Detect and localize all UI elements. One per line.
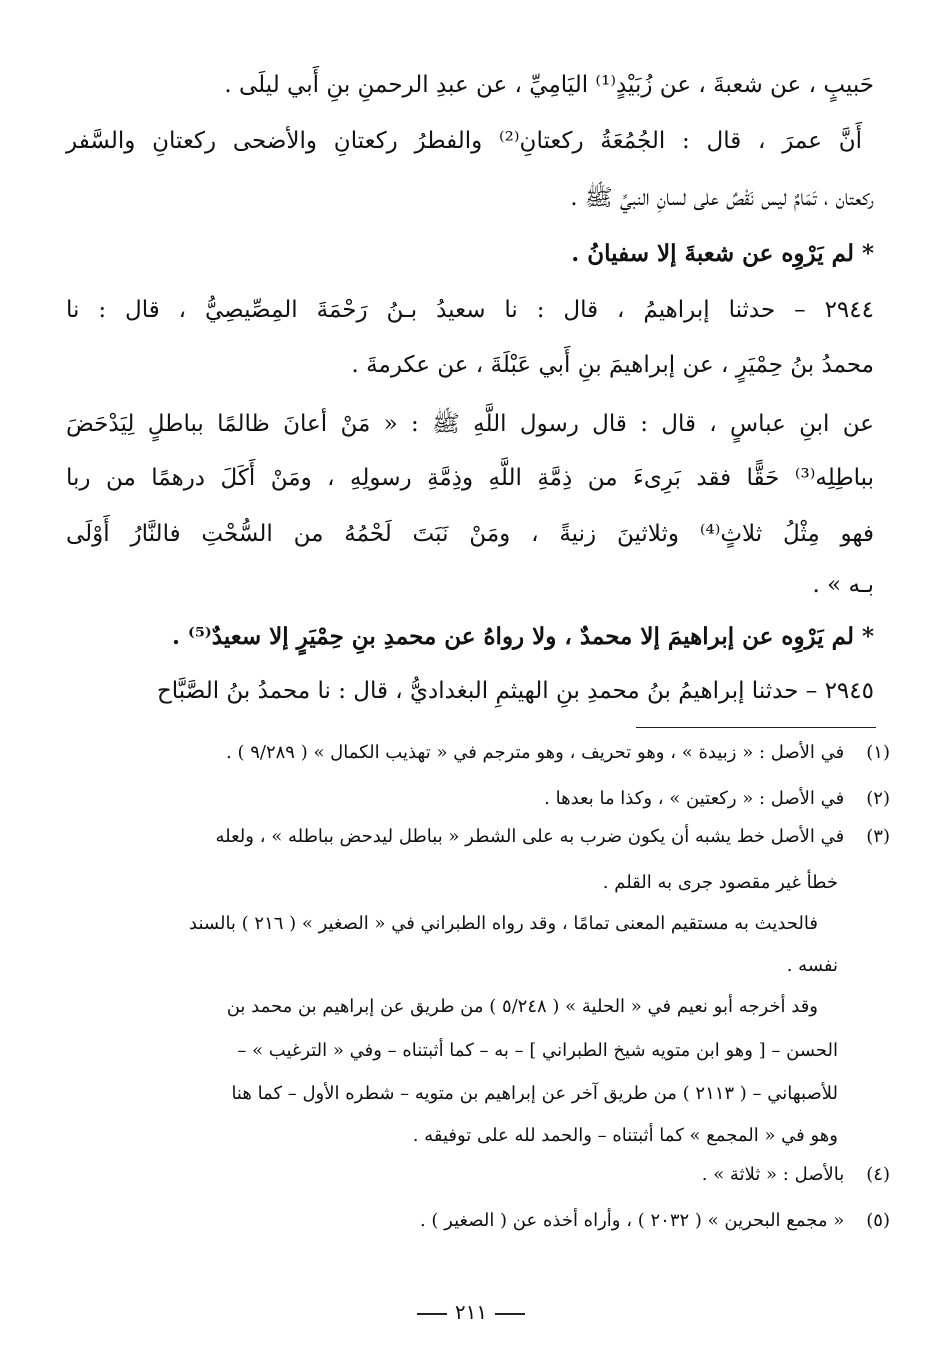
footnote-text: بالأصل : « ثلاثة » . [701, 1164, 845, 1185]
hadith-2944-line-6: بـه » . [812, 572, 874, 598]
footnote-text: في الأصل خط يشبه أن يكون ضرب به على الشطر « بباطل ليدحض بباطله » ، ولعله [215, 826, 845, 847]
footnote-number: (٢) [866, 788, 890, 809]
dash-left [495, 1313, 525, 1315]
footnote-number: (٥) [866, 1210, 890, 1231]
page-number-value: ٢١١ [454, 1300, 488, 1324]
footnote-2 [544, 788, 890, 809]
footnote-text: في الأصل : « زبيدة » ، وهو تحريف ، وهو مترجم في « تهذيب الكمال » ( ٩/٢٨٩ ) . [226, 742, 845, 763]
hadith-2944-line-3: عن ابنِ عباسٍ ، قال : قال رسول اللَّهِ ﷺ : « مَنْ أعانَ ظالمًا بباطلٍ لِيَدْحَضَ [66, 411, 874, 437]
hadith-2945-line-1: ٢٩٤٥ – حدثنا إبراهيمُ بنُ محمدِ بنِ الهيثمِ البغداديُّ ، قال : نا محمدُ بنُ الصَّبَّاح [156, 678, 874, 704]
dash-right [417, 1313, 447, 1315]
footnote-3-cont-4: وقد أخرجه أبو نعيم في « الحلية » ( ٥/٢٤٨ ) من طريق عن إبراهيم بن محمد بن [226, 996, 818, 1017]
hadith-2944-line-1: ٢٩٤٤ – حدثنا إبراهيمُ ، قال : نا سعيدُ بـنُ رَحْمَةَ المِصِّيصِيُّ ، قال : نا [66, 297, 874, 323]
footnote-number: (١) [866, 742, 890, 763]
footnote-number: (٤) [866, 1164, 890, 1185]
hadith-2944-line-5: فهو مِثْلُ ثلاثٍ⁽⁴⁾ وثلاثينَ زنيةً ، ومَنْ نَبَتَ لَحْمُهُ من السُّحْتِ فالنَّارُ أَوْلَى [66, 521, 874, 547]
footnote-number: (٣) [866, 826, 890, 847]
footnote-1 [226, 742, 890, 763]
footnote-3 [216, 826, 890, 847]
section-note-2: * لم يَرْوِه عن إبراهيمَ إلا محمدٌ ، ولا رواهُ عن محمدِ بنِ حِمْيَرٍ إلا سعيدٌ⁽⁵⁾ . [171, 623, 874, 650]
text-line-1: حَبيبٍ ، عن شعبةَ ، عن زُبَيْدٍ⁽¹⁾ اليَامِيِّ ، عن عبدِ الرحمنِ بنِ أَبي ليلَى . [224, 72, 874, 98]
section-note-1: * لم يَرْوِه عن شعبةَ إلا سفيانُ . [571, 240, 874, 267]
footnote-3-cont-1: خطأ غير مقصود جرى به القلم . [602, 872, 838, 893]
footnote-3-cont-3: نفسه . [786, 955, 838, 976]
footnote-text: « مجمع البحرين » ( ٢٠٣٢ ) ، وأراه أخذه عن ( الصغير ) . [419, 1210, 845, 1231]
page-number [0, 1300, 942, 1324]
text-line-3: ركعتان ، تَمَامٌ ليس نَقْصٌ على لسانِ النبيِّ ﷺ . [570, 185, 874, 211]
hadith-2944-line-4: بباطِلِه⁽³⁾ حَقًّا فقد بَرِىءَ من ذِمَّةِ اللَّهِ وذِمَّةِ رسولِهِ ، ومَنْ أَكَلَ درهمًا من ربا [66, 465, 874, 491]
footnote-4 [702, 1164, 890, 1185]
hadith-2944-line-2: محمدُ بنُ حِمْيَرٍ ، عن إبراهيمَ بنِ أَبي عَبْلَةَ ، عن عكرمةَ . [351, 352, 874, 378]
footnote-3-cont-7: وهو في « المجمع » كما أثبتناه – والحمد لله على توفيقه . [412, 1125, 838, 1146]
footnote-3-cont-5: الحسن – [ وهو ابن متويه شيخ الطبراني ] – به – كما أثبتناه – وفي « الترغيب » – [237, 1040, 838, 1061]
footnote-text: في الأصل : « ركعتين » ، وكذا ما بعدها . [544, 788, 845, 809]
footnote-separator [636, 727, 876, 728]
footnote-5 [420, 1210, 890, 1231]
footnote-3-cont-2: فالحديث به مستقيم المعنى تمامًا ، وقد رواه الطبراني في « الصغير » ( ٢١٦ ) بالسند [189, 913, 818, 934]
text-line-2: أَنَّ عمرَ ، قال : الجُمُعَةُ ركعتانِ⁽²⁾ والفطرُ ركعتانِ والأضحى ركعتانِ والسَّفر [66, 128, 862, 154]
footnote-3-cont-6: للأصبهاني – ( ٢١١٣ ) من طريق آخر عن إبراهيم بن متويه – شطره الأول – كما هنا [231, 1083, 838, 1104]
